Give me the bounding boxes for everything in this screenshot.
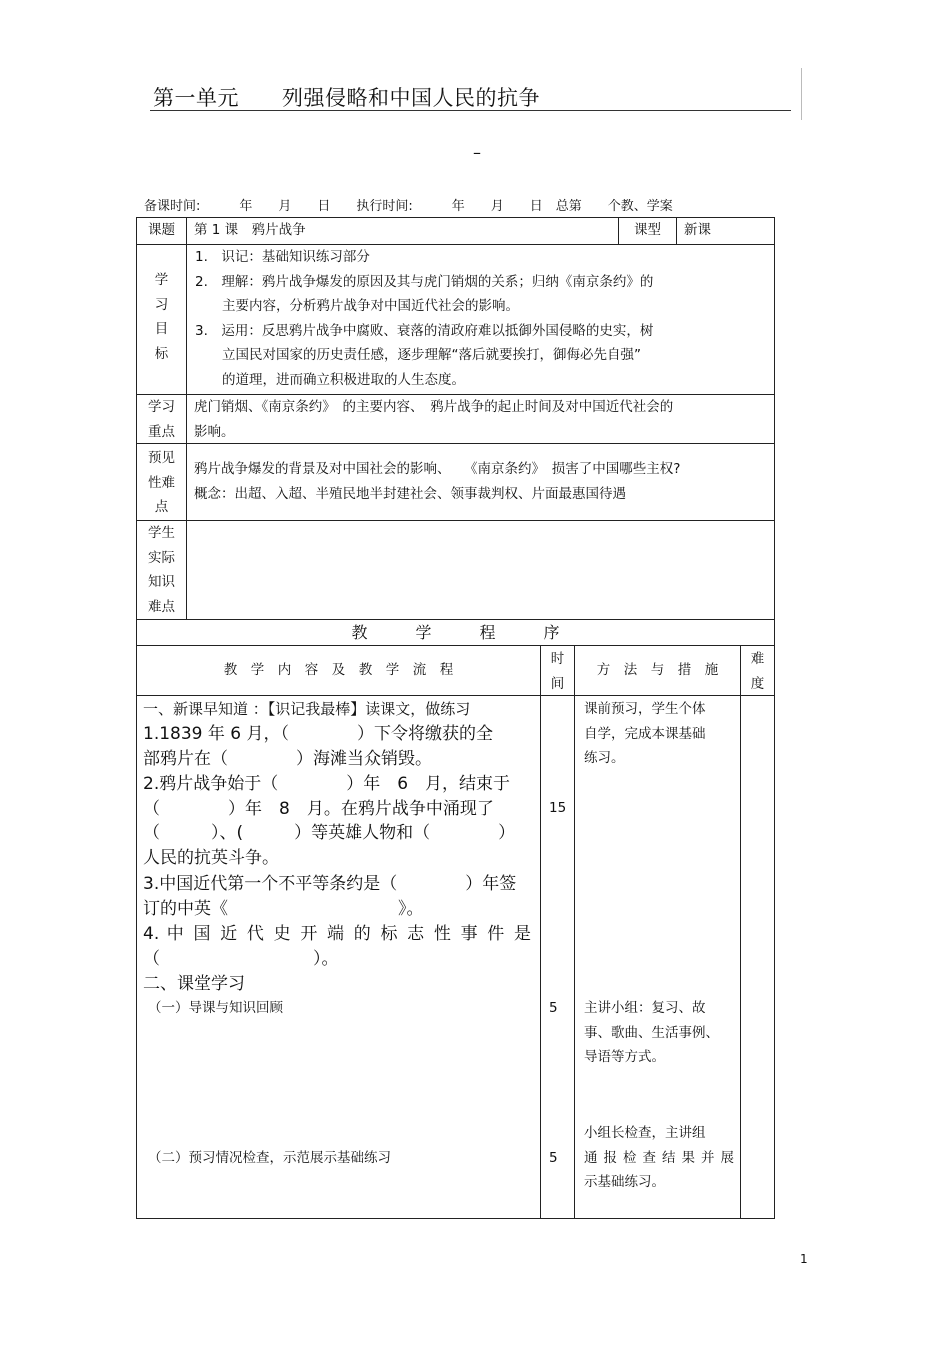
procedure-title: 教 学 程 序 xyxy=(351,623,560,642)
method-column-header: 方 法 与 措 施 xyxy=(596,662,719,678)
question-3: 3.中国近代第一个不平等条约是（ ）年签 订的中英《 》。 xyxy=(143,874,517,919)
question-4: 4. 中 国 近 代 史 开 端 的 标 志 性 事 件 是 （ ）。 xyxy=(143,924,531,969)
difficulty-text: 鸦片战争爆发的背景及对中国社会的影响、 《南京条约》 损害了中国哪些主权? 概念：出超、入超、半殖民地半封建社会、领事裁判权、片面最惠国待遇 xyxy=(194,461,681,502)
content-column-header: 教 学 内 容 及 教 学 流 程 xyxy=(223,662,454,678)
topic-label: 课题 xyxy=(148,222,175,238)
lesson-type-value: 新课 xyxy=(684,222,711,238)
goals-text: 1. 识记：基础知识练习部分 2. 理解：鸦片战争爆发的原因及其与虎门销烟的关系；归纳《南京条约》的 主要内容，分析鸦片战争对中国近代社会的影响。 3. 运用：反思鸦片战争中腐败、衰落的清政府难以抵御外国侵略的史实，树 立国民对国家的历史责任感，逐步理解“落后就要挨打，御侮必先自强” 的道理，进而确立积极进取的人生态度。 xyxy=(195,249,654,388)
question-1: 1.1839 年 6 月，（ ）下令将缴获的全 部鸦片在（ ）海滩当众销毁。 xyxy=(143,724,494,769)
subsection-intro-review: （一）导课与知识回顾 xyxy=(148,1000,283,1016)
focus-label: 学习 重点 xyxy=(148,399,175,440)
method-note-2: 主讲小组：复习、故 事、歌曲、生活事例、 导语等方式。 xyxy=(584,1000,719,1065)
actual-difficulty-label: 学生 实际 知识 难点 xyxy=(148,525,175,615)
difficulty-column-header: 难 度 xyxy=(750,651,765,692)
section-two-heading: 二、课堂学习 xyxy=(143,974,245,994)
page-title: 第一单元 列强侵略和中国人民的抗争 xyxy=(153,86,540,110)
topic-value: 第 1 课 鸦片战争 xyxy=(194,222,306,238)
method-note-3: 小组长检查，主讲组 通 报 检 查 结 果 并 展 示基础练习。 xyxy=(584,1125,734,1190)
section-one-heading: 一、新课早知道 ：【识记我最棒】读课文，做练习 xyxy=(143,700,471,718)
time-value-1: 15 xyxy=(549,800,567,816)
time-value-2: 5 xyxy=(549,1000,558,1016)
method-note-1: 课前预习，学生个体 自学，完成本课基础 练习。 xyxy=(584,701,706,766)
difficulty-label: 预见 性难 点 xyxy=(148,450,175,515)
lesson-meta-line: 备课时间: 年 月 日 执行时间: 年 月 日 总第 个教、学案 xyxy=(144,199,673,214)
lesson-type-label: 课型 xyxy=(634,222,661,238)
title-underline xyxy=(150,110,791,111)
margin-rule xyxy=(801,68,802,120)
time-value-3: 5 xyxy=(549,1150,558,1166)
subsection-preview-check: （二）预习情况检查，示范展示基础练习 xyxy=(148,1150,391,1166)
focus-text: 虎门销烟、《南京条约》 的主要内容、 鸦片战争的起止时间及对中国近代社会的 影响。 xyxy=(194,399,674,440)
time-column-header: 时 间 xyxy=(550,651,565,692)
goals-label: 学 习 目 标 xyxy=(154,272,169,362)
page-number: 1 xyxy=(800,1252,808,1266)
question-2: 2.鸦片战争始于（ ）年 6 月，结束于 （ ）年 8 月。在鸦片战争中涌现了 （ ）、( ）等英雄人物和（ ） 人民的抗英斗争。 xyxy=(143,774,516,868)
subtitle-dash: – xyxy=(473,143,481,162)
